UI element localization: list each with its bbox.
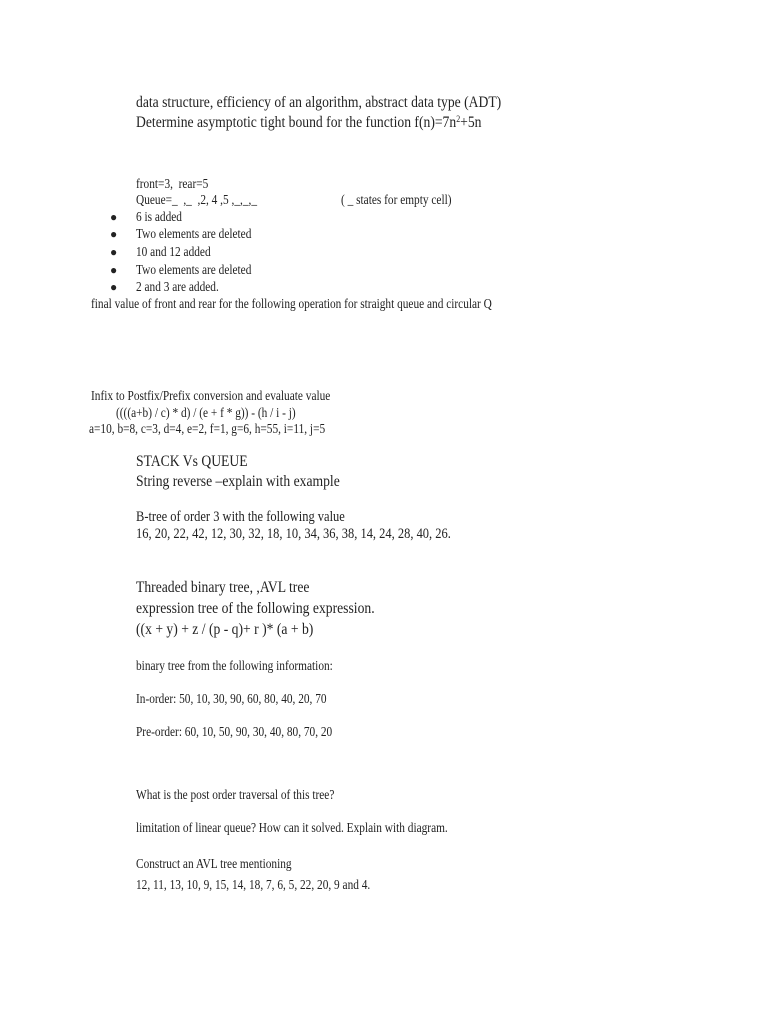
bullet-icon: ● [110, 227, 118, 241]
avl-values: 12, 11, 13, 10, 9, 15, 14, 18, 7, 6, 5, 22, 20, 9 and 4. [136, 877, 371, 892]
stack-vs-queue: STACK Vs QUEUE [136, 453, 248, 470]
queue-op-5: 2 and 3 are added. [136, 279, 219, 294]
asymptotic-bound-question: Determine asymptotic tight bound for the function $f(n)=7n^2+5n$ [136, 114, 482, 131]
string-reverse-question: String reverse –explain with example [136, 473, 340, 490]
btree-question: B-tree of order 3 with the following value [136, 509, 345, 525]
queue-op-2: Two elements are deleted [136, 226, 252, 241]
bullet-icon: ● [110, 280, 118, 294]
tree-expression: ((x + y) + z / (p - q)+ r )* (a + b) [136, 621, 314, 638]
infix-expression: ((((a+b) / c) * d) / (e + f * g)) - (h / i - j) [116, 405, 296, 420]
variable-values: a=10, b=8, c=3, d=4, e=2, f=1, g=6, h=55, i=11, j=5 [89, 421, 326, 436]
threaded-avl-topic: Threaded binary tree, ,AVL tree [136, 579, 310, 596]
binary-tree-question: binary tree from the following information: [136, 658, 333, 673]
preorder-sequence: Pre-order: 60, 10, 50, 90, 30, 40, 80, 70, 20 [136, 724, 333, 739]
bullet-icon: ● [110, 210, 118, 224]
infix-conversion-title: Infix to Postfix/Prefix conversion and evaluate value [91, 388, 331, 403]
front-rear-line: front=3, rear=5 [136, 176, 209, 191]
expression-tree-question: expression tree of the following expression. [136, 600, 375, 617]
topic-line-basics: data structure, efficiency of an algorithm, abstract data type (ADT) [136, 94, 502, 111]
avl-construct-question: Construct an AVL tree mentioning [136, 856, 292, 871]
queue-state-line: Queue=_ ,_ ,2, 4 ,5 ,_,_,_ [136, 192, 258, 207]
postorder-question: What is the post order traversal of this tree? [136, 787, 335, 802]
empty-cell-note: ( _ states for empty cell) [341, 192, 452, 207]
queue-op-1: 6 is added [136, 209, 182, 224]
inorder-sequence: In-order: 50, 10, 30, 90, 60, 80, 40, 20, 70 [136, 691, 327, 706]
btree-values: 16, 20, 22, 42, 12, 30, 32, 18, 10, 34, 36, 38, 14, 24, 28, 40, 26. [136, 526, 451, 542]
linear-queue-question: limitation of linear queue? How can it solved. Explain with diagram. [136, 820, 448, 835]
final-value-question: final value of front and rear for the following operation for straight queue and circular Q [91, 296, 492, 311]
queue-op-4: Two elements are deleted [136, 262, 252, 277]
queue-op-3: 10 and 12 added [136, 244, 211, 259]
bullet-icon: ● [110, 245, 118, 259]
bullet-icon: ● [110, 263, 118, 277]
